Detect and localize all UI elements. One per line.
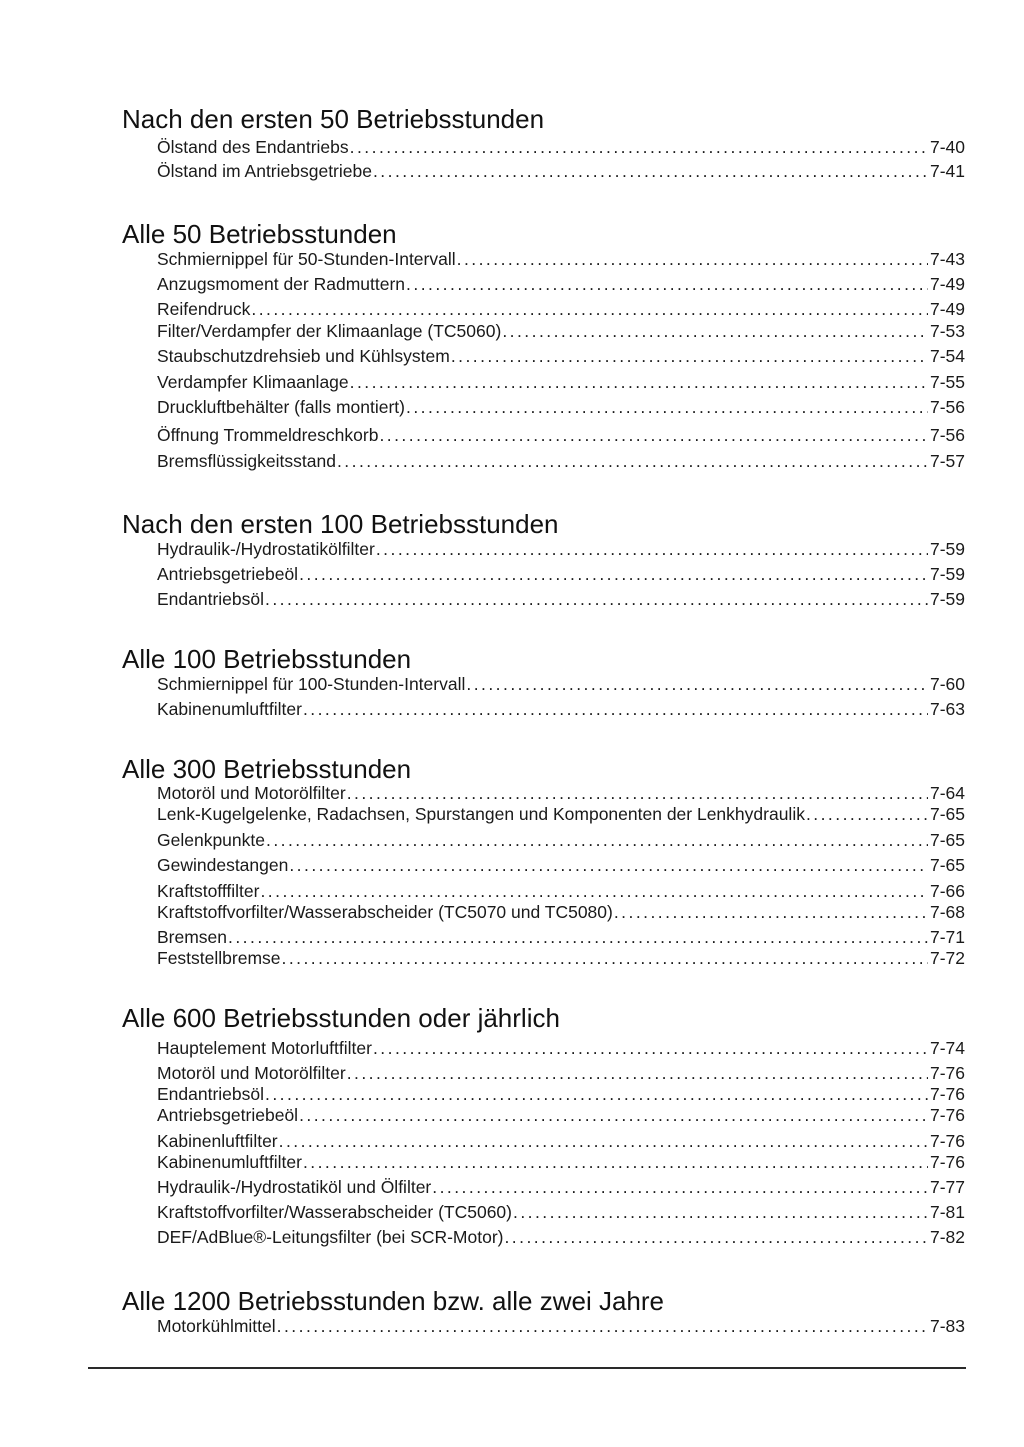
toc-entry[interactable] bbox=[157, 901, 965, 923]
toc-entry-title: Gewindestangen bbox=[157, 855, 289, 875]
toc-entry-title: Reifendruck bbox=[157, 299, 251, 319]
toc-entry-page: 7-65 bbox=[929, 804, 965, 824]
toc-entry[interactable] bbox=[157, 1315, 965, 1337]
toc-entry[interactable] bbox=[157, 396, 965, 418]
toc-entry-page: 7-65 bbox=[929, 855, 965, 875]
toc-entry[interactable] bbox=[157, 538, 965, 560]
dot-leader bbox=[504, 1226, 927, 1248]
toc-entry-title: Feststellbremse bbox=[157, 948, 281, 968]
toc-entry-title: Antriebsgetriebeöl bbox=[157, 1105, 299, 1125]
section-title: Nach den ersten 50 Betriebsstunden bbox=[122, 104, 545, 134]
dot-leader bbox=[347, 782, 928, 804]
toc-entry-page: 7-53 bbox=[929, 321, 965, 341]
toc-entry-page: 7-43 bbox=[929, 249, 965, 269]
toc-entry-title: Motoröl und Motorölfilter bbox=[157, 1063, 346, 1083]
toc-entry[interactable] bbox=[157, 563, 965, 585]
dot-leader bbox=[266, 829, 928, 851]
toc-entry[interactable] bbox=[157, 1226, 965, 1248]
toc-entry-title: Filter/Verdampfer der Klimaanlage (TC5060) bbox=[157, 321, 502, 341]
toc-entry-page: 7-81 bbox=[929, 1202, 965, 1222]
toc-entry-title: Motorkühlmittel bbox=[157, 1316, 276, 1336]
dot-leader bbox=[228, 926, 928, 948]
dot-leader bbox=[373, 1037, 928, 1059]
toc-entry[interactable] bbox=[157, 1176, 965, 1198]
toc-entry[interactable] bbox=[157, 1151, 965, 1173]
dot-leader bbox=[265, 588, 928, 610]
toc-entry-page: 7-64 bbox=[929, 783, 965, 803]
dot-leader bbox=[260, 880, 928, 902]
toc-entry-title: Verdampfer Klimaanlage bbox=[157, 372, 349, 392]
toc-entry-title: Schmiernippel für 50-Stunden-Intervall bbox=[157, 249, 456, 269]
dot-leader bbox=[277, 1315, 928, 1337]
toc-entry[interactable] bbox=[157, 829, 965, 851]
dot-leader bbox=[251, 298, 928, 320]
dot-leader bbox=[376, 538, 928, 560]
toc-entry-page: 7-74 bbox=[929, 1038, 965, 1058]
toc-entry[interactable] bbox=[157, 371, 965, 393]
toc-entry-title: Anzugsmoment der Radmuttern bbox=[157, 274, 406, 294]
toc-entry-page: 7-49 bbox=[929, 274, 965, 294]
toc-entry-title: Ölstand im Antriebsgetriebe bbox=[157, 161, 372, 181]
toc-entry-title: Kabinenluftfilter bbox=[157, 1131, 278, 1151]
dot-leader bbox=[337, 450, 928, 472]
toc-entry-page: 7-59 bbox=[929, 539, 965, 559]
dot-leader bbox=[347, 1062, 928, 1084]
toc-entry-title: Kabinenumluftfilter bbox=[157, 699, 302, 719]
toc-entry-page: 7-76 bbox=[929, 1084, 965, 1104]
toc-entry-title: Kraftstoffvorfilter/Wasserabscheider (TC5060) bbox=[157, 1202, 512, 1222]
dot-leader bbox=[303, 698, 928, 720]
toc-entry[interactable] bbox=[157, 854, 965, 876]
toc-entry-title: Antriebsgetriebeöl bbox=[157, 564, 299, 584]
toc-entry-title: Hydraulik-/Hydrostatikölfilter bbox=[157, 539, 375, 559]
toc-entry-title: Hauptelement Motorluftfilter bbox=[157, 1038, 372, 1058]
toc-entry-page: 7-59 bbox=[929, 564, 965, 584]
toc-entry[interactable] bbox=[157, 450, 965, 472]
toc-entry-title: Kraftstoffvorfilter/Wasserabscheider (TC5070 und TC5080) bbox=[157, 902, 613, 922]
toc-entry[interactable] bbox=[157, 1083, 965, 1105]
toc-entry-title: Schmiernippel für 100-Stunden-Intervall bbox=[157, 674, 466, 694]
toc-entry-page: 7-49 bbox=[929, 299, 965, 319]
toc-entry-page: 7-76 bbox=[929, 1105, 965, 1125]
dot-leader bbox=[406, 396, 928, 418]
toc-entry-title: Ölstand des Endantriebs bbox=[157, 137, 349, 157]
dot-leader bbox=[282, 947, 928, 969]
toc-entry-page: 7-71 bbox=[929, 927, 965, 947]
toc-entry-page: 7-55 bbox=[929, 372, 965, 392]
toc-entry[interactable] bbox=[157, 880, 965, 902]
toc-entry-page: 7-54 bbox=[929, 346, 965, 366]
toc-entry[interactable] bbox=[157, 698, 965, 720]
toc-entry[interactable] bbox=[157, 803, 965, 825]
toc-entry-page: 7-72 bbox=[929, 948, 965, 968]
dot-leader bbox=[350, 136, 928, 158]
dot-leader bbox=[279, 1130, 928, 1152]
toc-entry-title: Staubschutzdrehsieb und Kühlsystem bbox=[157, 346, 450, 366]
section-title: Alle 50 Betriebsstunden bbox=[122, 219, 397, 249]
toc-entry[interactable] bbox=[157, 136, 965, 158]
toc-entry-title: Bremsen bbox=[157, 927, 228, 947]
toc-entry-page: 7-76 bbox=[929, 1063, 965, 1083]
section-title: Alle 300 Betriebsstunden bbox=[122, 754, 412, 784]
toc-entry[interactable] bbox=[157, 424, 965, 446]
dot-leader bbox=[350, 371, 928, 393]
toc-entry[interactable] bbox=[157, 298, 965, 320]
toc-entry-page: 7-59 bbox=[929, 589, 965, 609]
toc-entry[interactable] bbox=[157, 947, 965, 969]
toc-entry-title: Bremsflüssigkeitsstand bbox=[157, 451, 336, 471]
toc-entry-title: Lenk-Kugelgelenke, Radachsen, Spurstangen und Komponenten der Lenkhydraulik bbox=[157, 804, 805, 824]
dot-leader bbox=[265, 1083, 928, 1105]
toc-entry-page: 7-56 bbox=[929, 397, 965, 417]
toc-entry-page: 7-60 bbox=[929, 674, 965, 694]
toc-entry[interactable] bbox=[157, 926, 965, 948]
toc-entry-page: 7-57 bbox=[929, 451, 965, 471]
dot-leader bbox=[289, 854, 928, 876]
dot-leader bbox=[502, 320, 928, 342]
toc-entry-title: Hydraulik-/Hydrostatiköl und Ölfilter bbox=[157, 1177, 432, 1197]
toc-entry-title: Druckluftbehälter (falls montiert) bbox=[157, 397, 405, 417]
toc-entry-title: DEF/AdBlue®-Leitungsfilter (bei SCR-Motor) bbox=[157, 1227, 504, 1247]
toc-entry-page: 7-41 bbox=[929, 161, 965, 181]
dot-leader bbox=[299, 563, 928, 585]
toc-entry-page: 7-82 bbox=[929, 1227, 965, 1247]
toc-entry-title: Kraftstofffilter bbox=[157, 881, 260, 901]
toc-entry[interactable] bbox=[157, 345, 965, 367]
dot-leader bbox=[513, 1201, 928, 1223]
section-title: Alle 100 Betriebsstunden bbox=[122, 644, 412, 674]
toc-entry-page: 7-76 bbox=[929, 1152, 965, 1172]
section-title: Alle 600 Betriebsstunden oder jährlich bbox=[122, 1003, 560, 1033]
dot-leader bbox=[379, 424, 928, 446]
toc-entry[interactable] bbox=[157, 1104, 965, 1126]
toc-entry[interactable] bbox=[157, 673, 965, 695]
toc-entry-page: 7-56 bbox=[929, 425, 965, 445]
dot-leader bbox=[457, 248, 928, 270]
dot-leader bbox=[373, 160, 928, 182]
section-title: Nach den ersten 100 Betriebsstunden bbox=[122, 509, 559, 539]
toc-entry-title: Endantriebsöl bbox=[157, 1084, 265, 1104]
toc-entry-title: Öffnung Trommeldreschkorb bbox=[157, 425, 379, 445]
toc-entry[interactable] bbox=[157, 588, 965, 610]
dot-leader bbox=[614, 901, 928, 923]
dot-leader bbox=[299, 1104, 928, 1126]
dot-leader bbox=[451, 345, 928, 367]
toc-entry[interactable] bbox=[157, 273, 965, 295]
toc-entry[interactable] bbox=[157, 782, 965, 804]
toc-entry-page: 7-40 bbox=[929, 137, 965, 157]
toc-entry[interactable] bbox=[157, 160, 965, 182]
toc-entry[interactable] bbox=[157, 1130, 965, 1152]
toc-entry-page: 7-83 bbox=[929, 1316, 965, 1336]
toc-entry-page: 7-65 bbox=[929, 830, 965, 850]
toc-entry-title: Motoröl und Motorölfilter bbox=[157, 783, 346, 803]
toc-entry[interactable] bbox=[157, 1062, 965, 1084]
toc-entry[interactable] bbox=[157, 248, 965, 270]
toc-entry-page: 7-77 bbox=[929, 1177, 965, 1197]
toc-entry[interactable] bbox=[157, 1201, 965, 1223]
dot-leader bbox=[806, 803, 928, 825]
toc-entry-title: Kabinenumluftfilter bbox=[157, 1152, 302, 1172]
section-title: Alle 1200 Betriebsstunden bzw. alle zwei Jahre bbox=[122, 1286, 664, 1316]
toc-entry[interactable] bbox=[157, 1037, 965, 1059]
toc-entry-page: 7-68 bbox=[929, 902, 965, 922]
toc-entry-page: 7-63 bbox=[929, 699, 965, 719]
dot-leader bbox=[406, 273, 928, 295]
toc-entry-page: 7-76 bbox=[929, 1131, 965, 1151]
toc-entry[interactable] bbox=[157, 320, 965, 342]
dot-leader bbox=[303, 1151, 928, 1173]
toc-entry-title: Endantriebsöl bbox=[157, 589, 265, 609]
toc-entry-page: 7-66 bbox=[929, 881, 965, 901]
toc-entry-title: Gelenkpunkte bbox=[157, 830, 265, 850]
footer-divider bbox=[88, 1367, 966, 1369]
dot-leader bbox=[466, 673, 928, 695]
dot-leader bbox=[432, 1176, 928, 1198]
